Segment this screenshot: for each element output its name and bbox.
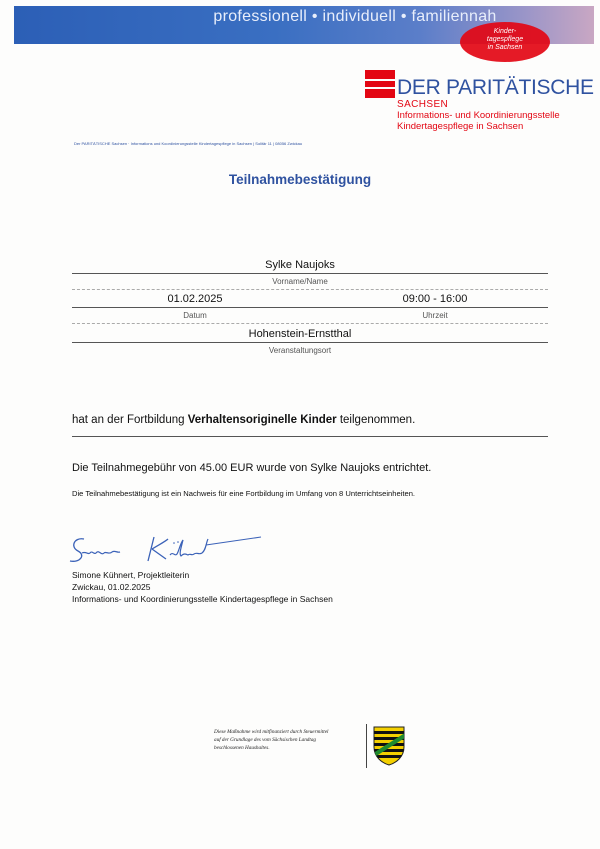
divider [72, 436, 548, 437]
signature-icon [66, 525, 266, 570]
slogan: professionell • individuell • familiennah [213, 8, 497, 25]
badge-text: Kinder- tagespflege in Sachsen [486, 28, 524, 51]
paritaetische-logo-icon [365, 70, 395, 98]
proof-statement: Die Teilnahmebestätigung ist ein Nachweis für eine Fortbildung im Umfang von 8 Unterrichtseinheiten. [72, 489, 416, 498]
date-label: Datum [183, 311, 207, 320]
signer-organisation: Informations- und Koordinierungsstelle Kindertagespflege in Sachsen [72, 594, 333, 604]
signature-place-date: Zwickau, 01.02.2025 [72, 582, 151, 592]
course-title: Verhaltensoriginelle Kinder [187, 414, 337, 426]
participant-name: Sylke Naujoks [265, 259, 335, 271]
signer: Simone Kühnert, Projektleiterin [72, 570, 190, 580]
time-label: Uhrzeit [422, 311, 448, 320]
participation-statement: hat an der Fortbildung Verhaltensoriginelle Kinder teilgenommen. [72, 414, 416, 426]
place-label: Veranstaltungsort [268, 346, 332, 355]
sender-line: Der PARITÄTISCHE Sachsen · Informations und Koordinierungsstelle Kindertagespflege in Sachsen | Solitär 11 | 08056 Zwickau [74, 141, 303, 146]
page-title: Teilnahmebestätigung [228, 172, 372, 187]
divider [72, 342, 548, 343]
divider [72, 307, 548, 308]
signature-block [72, 569, 333, 605]
logo-description: Informations- und Koordinierungsstelle Kindertagespflege in Sachsen [397, 110, 560, 132]
name-label: Vorname/Name [272, 277, 328, 286]
logo-region: SACHSEN [397, 99, 449, 110]
divider [72, 323, 548, 324]
divider [72, 289, 548, 290]
course-place: Hohenstein-Ernstthal [248, 328, 352, 340]
saxony-coat-of-arms-icon [372, 725, 406, 767]
logo-name: DER PARITÄTISCHE [397, 76, 594, 99]
divider [366, 724, 367, 768]
course-time: 09:00 - 16:00 [402, 293, 468, 305]
fee-statement: Die Teilnahmegebühr von 45.00 EUR wurde von Sylke Naujoks entrichtet. [72, 462, 432, 474]
course-date: 01.02.2025 [167, 293, 223, 305]
divider [72, 273, 548, 274]
funding-note: Diese Maßnahme wird mitfinanziert durch Steuermittel auf der Grundlage des vom Sächsischen Landtag beschlossenen Haushaltes. [214, 729, 329, 751]
